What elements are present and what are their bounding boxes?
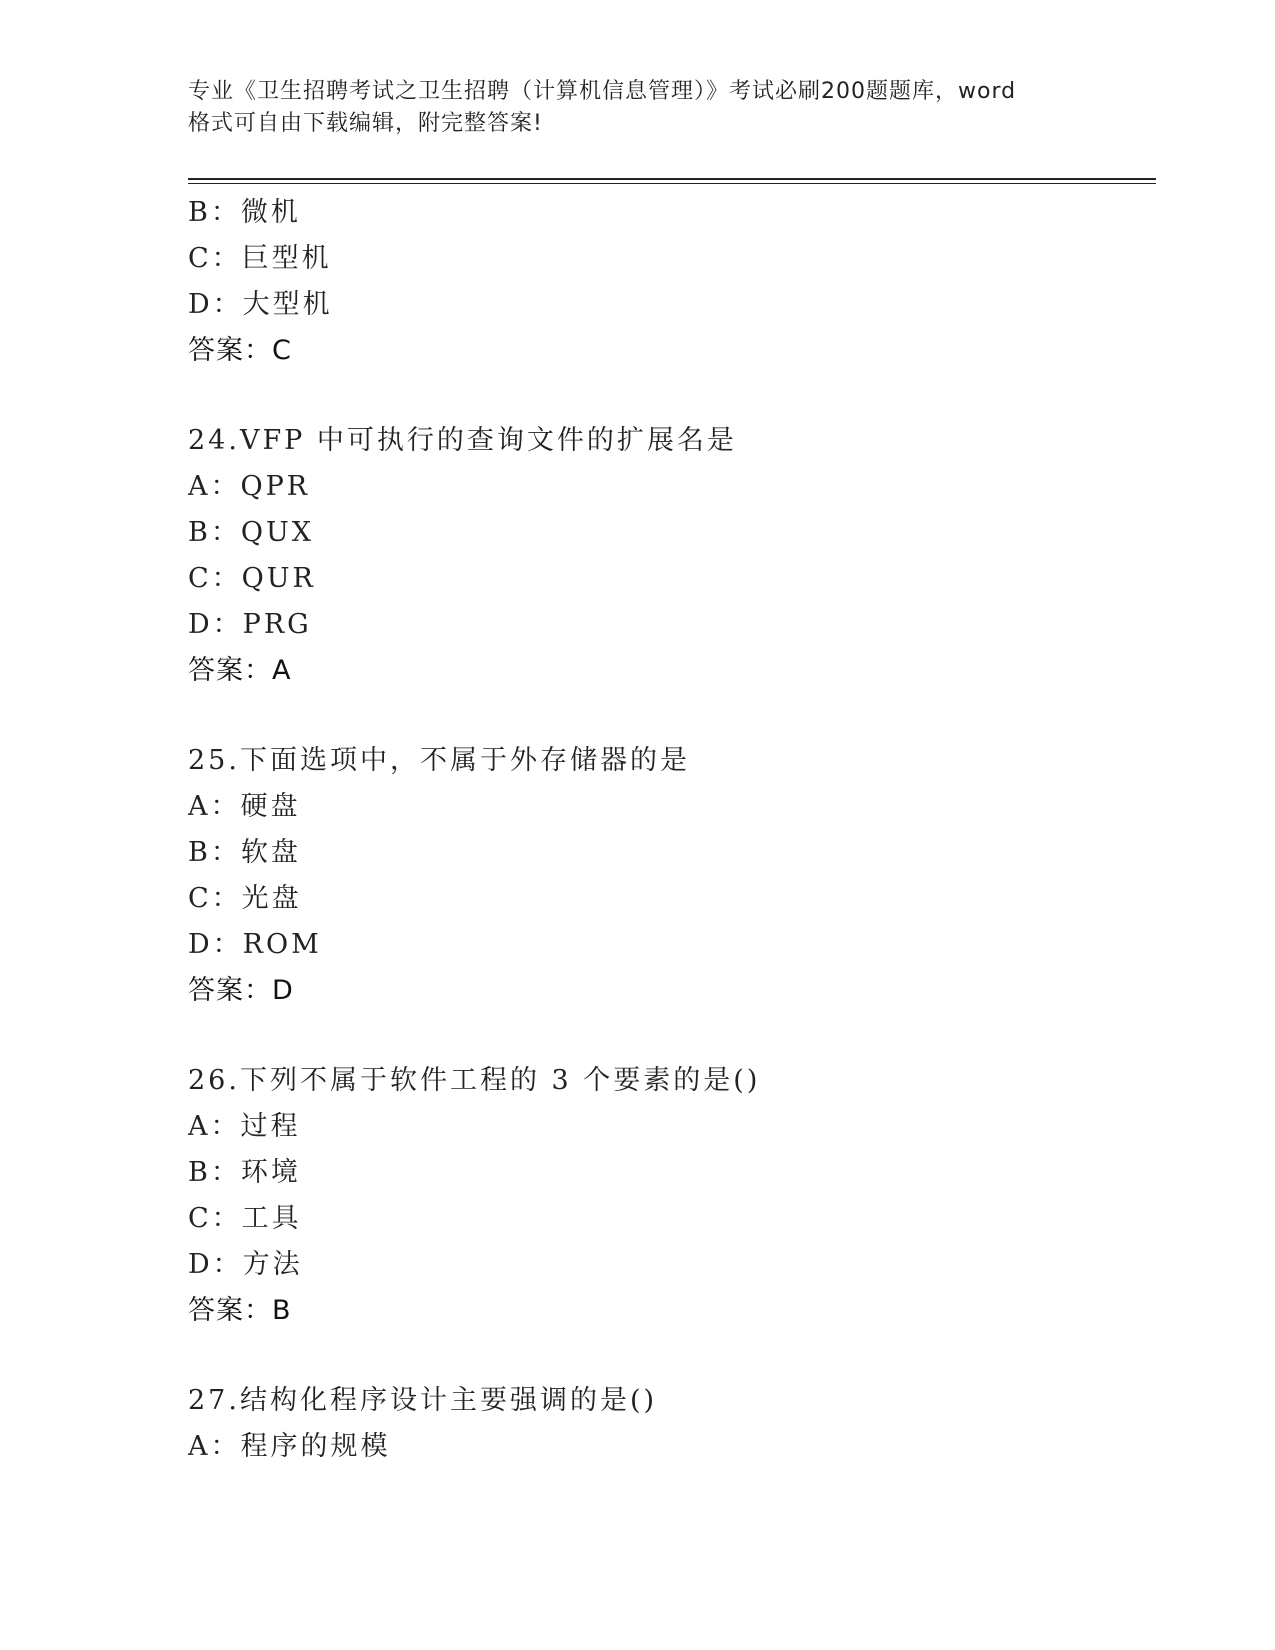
option-a: A：硬盘	[188, 791, 301, 822]
header-title-line-1: 专业《卫生招聘考试之卫生招聘（计算机信息管理）》考试必刷200题题库，word	[188, 79, 1017, 104]
option-b: B：QUX	[188, 517, 314, 548]
header-divider-thick	[188, 178, 1156, 180]
option-b: B：软盘	[188, 837, 301, 868]
option-d: D：方法	[188, 1249, 303, 1280]
header-divider-thin	[188, 183, 1156, 184]
option-b: B：微机	[188, 197, 301, 228]
option-a: A：程序的规模	[188, 1431, 391, 1462]
question-text: 26.下列不属于软件工程的 3 个要素的是()	[188, 1065, 761, 1096]
option-d: D：PRG	[188, 609, 312, 640]
question-text: 27.结构化程序设计主要强调的是()	[188, 1385, 658, 1416]
spacer	[188, 694, 1148, 738]
question-block-23	[188, 190, 1148, 374]
spacer	[188, 1334, 1148, 1378]
question-block-26	[188, 1058, 1148, 1334]
answer-line: 答案：C	[188, 335, 292, 366]
option-c: C：QUR	[188, 563, 316, 594]
answer-line: 答案：B	[188, 1295, 292, 1326]
option-c: C：光盘	[188, 883, 302, 914]
header-title-line-2: 格式可自由下载编辑，附完整答案!	[188, 111, 543, 136]
question-block-24	[188, 418, 1148, 694]
answer-line: 答案：D	[188, 975, 294, 1006]
option-c: C：巨型机	[188, 243, 332, 274]
question-text: 24.VFP 中可执行的查询文件的扩展名是	[188, 425, 737, 456]
option-d: D：ROM	[188, 929, 322, 960]
question-list	[188, 190, 1148, 1470]
option-a: A：过程	[188, 1111, 301, 1142]
question-text: 25.下面选项中，不属于外存储器的是	[188, 745, 690, 776]
question-block-27	[188, 1378, 1148, 1470]
option-c: C：工具	[188, 1203, 302, 1234]
option-a: A：QPR	[188, 471, 311, 502]
document-header	[188, 76, 1108, 140]
option-b: B：环境	[188, 1157, 301, 1188]
question-block-25	[188, 738, 1148, 1014]
spacer	[188, 1014, 1148, 1058]
answer-line: 答案：A	[188, 655, 292, 686]
spacer	[188, 374, 1148, 418]
option-d: D：大型机	[188, 289, 333, 320]
